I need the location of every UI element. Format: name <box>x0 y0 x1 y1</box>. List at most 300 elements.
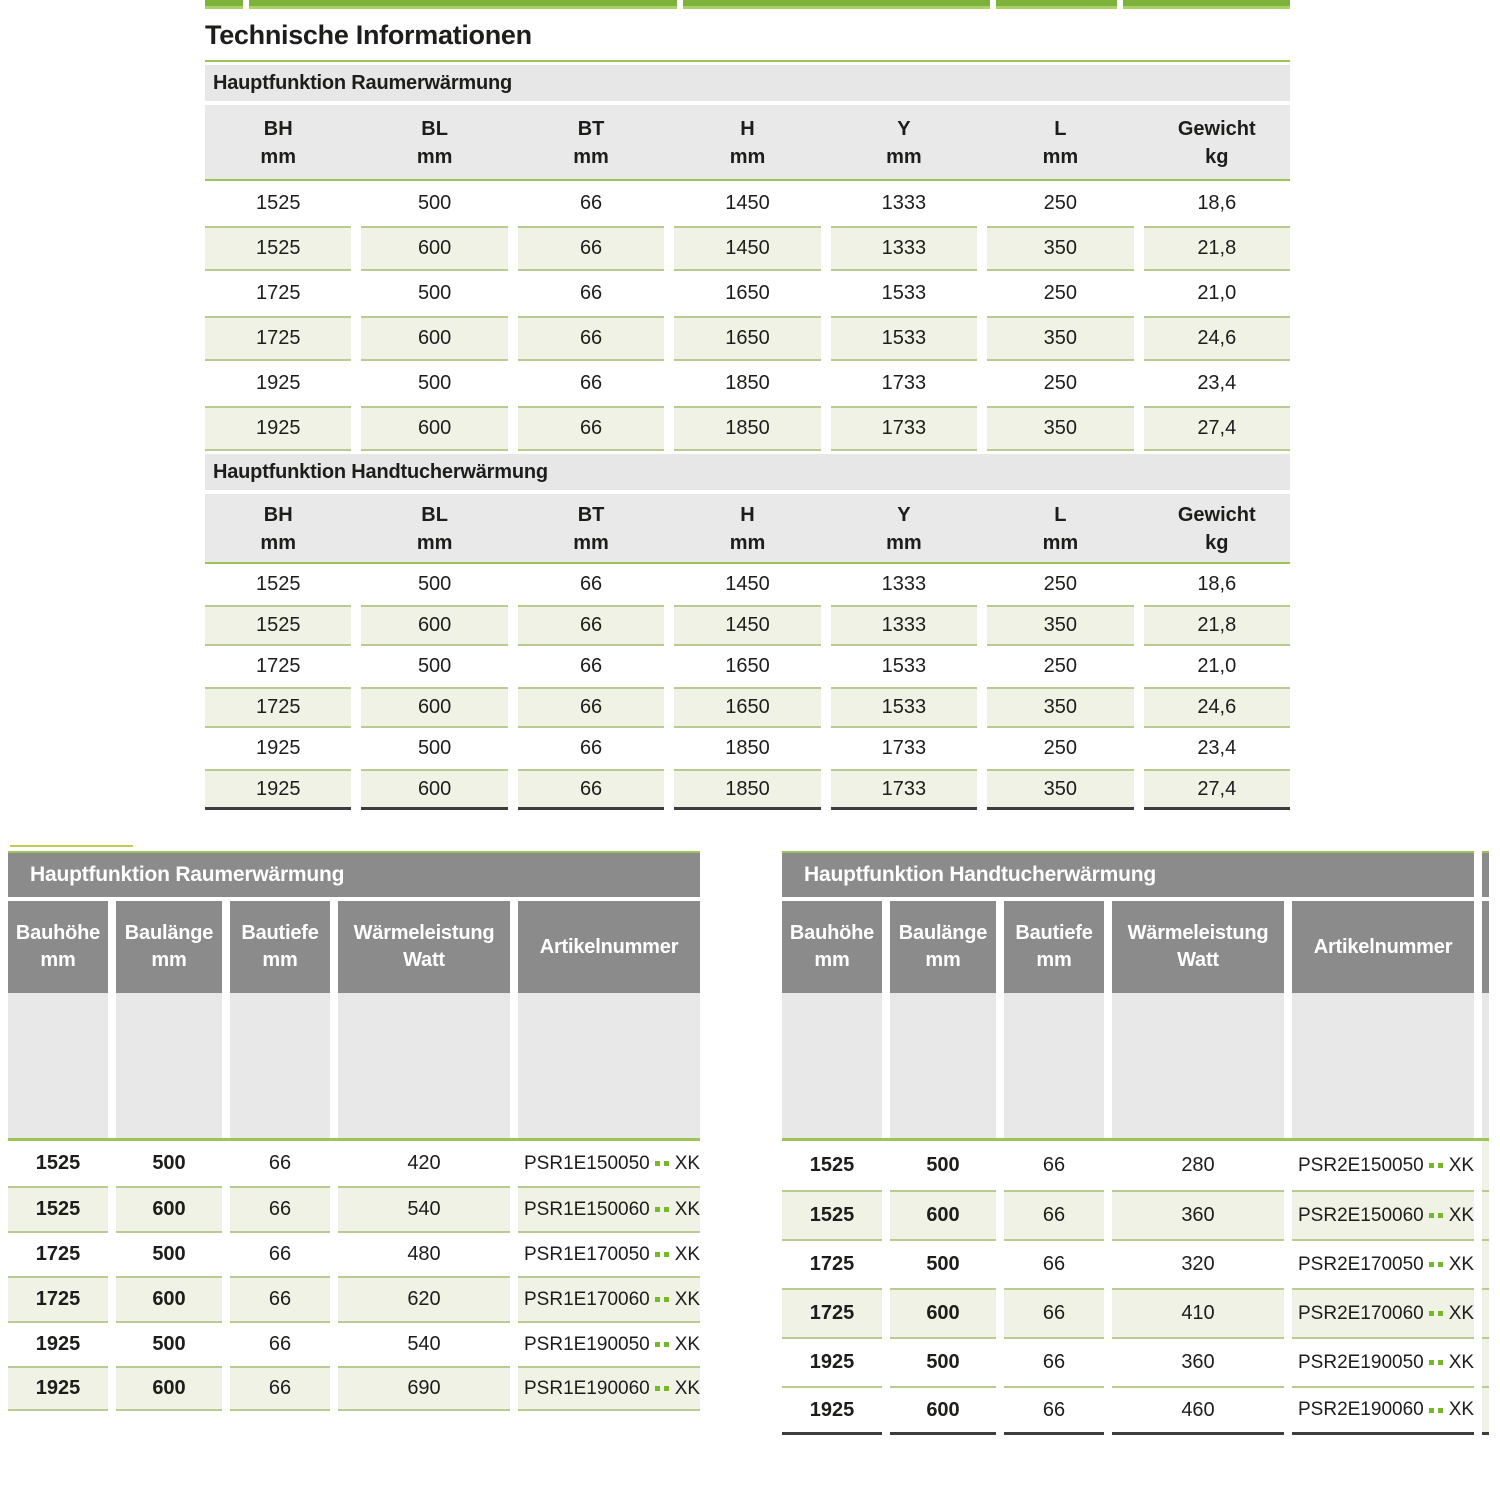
cell-bautiefe: 66 <box>230 1141 330 1186</box>
cropped-line-fragment <box>10 845 133 847</box>
column-header <box>987 501 1133 557</box>
table-cell: 250 <box>1043 192 1078 214</box>
table-cell: 250 <box>1043 737 1078 759</box>
spacer-cell <box>230 993 330 1138</box>
table-cell: 21,8 <box>1144 226 1290 271</box>
green-bar-gap <box>677 0 683 9</box>
column-header <box>674 115 820 171</box>
table-cell: 66 <box>579 573 603 595</box>
article-number: PSR2E190060 <box>1298 1399 1424 1420</box>
cell-waermeleistung: 540 <box>338 1321 510 1366</box>
column-label: H <box>740 118 755 140</box>
cell-artikelnummer <box>518 1186 700 1231</box>
table-cell: 1525 <box>255 573 301 595</box>
table-cell: 1450 <box>674 226 820 271</box>
column-label: BH <box>263 118 293 140</box>
column-header <box>205 115 351 171</box>
cell-bautiefe: 66 <box>1004 1288 1104 1337</box>
table-cell: 600 <box>361 226 507 271</box>
cell-waermeleistung: 460 <box>1112 1386 1284 1435</box>
column-label: Artikelnummer <box>539 935 679 958</box>
table-cell: 1925 <box>255 372 301 394</box>
column-header <box>782 901 882 993</box>
table-cell: 1650 <box>674 316 820 361</box>
green-dot <box>655 1161 660 1166</box>
column-label: Wärmeleistung <box>1127 922 1269 944</box>
table-row <box>8 1231 700 1276</box>
spacer-cell <box>116 993 222 1138</box>
spacer-cell <box>1482 993 1489 1138</box>
article-suffix: XK <box>1448 1351 1475 1373</box>
column-unit: mm <box>260 146 296 168</box>
table-row <box>205 271 1290 316</box>
article-number: PSR2E170060 <box>1298 1302 1424 1324</box>
column-unit: mm <box>1042 146 1079 168</box>
table-cell: 66 <box>579 192 603 214</box>
cell-bauhoehe: 1925 <box>8 1366 108 1411</box>
cell-bauhoehe: 1725 <box>782 1239 882 1288</box>
green-dot <box>664 1342 669 1347</box>
table-cell: 1650 <box>674 687 820 728</box>
article-suffix: XK <box>1448 1154 1475 1176</box>
article-number: PSR1E170060 <box>524 1288 650 1310</box>
column-header <box>674 501 820 557</box>
column-header <box>1144 115 1290 171</box>
table-cell: 23,4 <box>1197 737 1237 759</box>
column-header <box>831 115 977 171</box>
article-suffix: XK <box>1448 1399 1475 1420</box>
spacer-cell <box>8 993 108 1138</box>
spacer-cell <box>782 993 882 1138</box>
order-table-raumerwaermung <box>8 851 700 1411</box>
table-row <box>205 728 1290 769</box>
column-label: Baulänge <box>124 922 214 944</box>
table-row <box>205 769 1290 810</box>
column-label: Bauhöhe <box>789 922 875 944</box>
cell-waermeleistung: 360 <box>1112 1337 1284 1386</box>
table-cell: 1733 <box>831 406 977 451</box>
article-number: PSR1E190060 <box>524 1377 650 1399</box>
green-dot <box>1429 1262 1434 1267</box>
cell-baulaenge: 600 <box>116 1186 222 1231</box>
column-header <box>116 901 222 993</box>
table-cell: 66 <box>579 655 603 677</box>
cell-artikelnummer <box>1292 1337 1474 1386</box>
table-cell: 1525 <box>255 192 301 214</box>
green-dot <box>664 1161 669 1166</box>
table-cell: 600 <box>361 406 507 451</box>
green-dot <box>1429 1360 1434 1365</box>
column-label: Wärmeleistung <box>353 922 495 944</box>
green-dot <box>1438 1311 1443 1316</box>
cell-bauhoehe: 1725 <box>782 1288 882 1337</box>
cell-bautiefe: 66 <box>230 1321 330 1366</box>
column-unit: mm <box>40 949 76 971</box>
cell-waermeleistung: 690 <box>338 1366 510 1411</box>
table-cell: 66 <box>518 226 664 271</box>
cell-bautiefe: 66 <box>1004 1141 1104 1190</box>
table-cell: 1650 <box>725 282 770 304</box>
table-title-row <box>782 851 1489 897</box>
cell-artikelnummer <box>518 1366 700 1411</box>
column-unit: mm <box>814 949 850 971</box>
table-row <box>205 406 1290 451</box>
cell-baulaenge: 500 <box>116 1321 222 1366</box>
column-header <box>361 501 507 557</box>
column-label: Artikelnummer <box>1313 935 1453 958</box>
order-table-handtucherwaermung <box>782 851 1489 1435</box>
clipped-column-sliver <box>1482 1141 1489 1190</box>
column-label: Y <box>897 118 911 140</box>
cell-bautiefe: 66 <box>230 1231 330 1276</box>
table-cell: 27,4 <box>1144 769 1290 810</box>
column-header <box>518 115 664 171</box>
table-cell: 350 <box>987 316 1133 361</box>
table-cell: 27,4 <box>1144 406 1290 451</box>
table-cell: 1333 <box>881 573 927 595</box>
table-cell: 66 <box>579 372 603 394</box>
top-green-bar <box>205 0 1290 9</box>
technical-info-section <box>205 0 1290 810</box>
column-header <box>205 501 351 557</box>
table-cell: 23,4 <box>1197 372 1237 394</box>
cell-artikelnummer <box>518 1321 700 1366</box>
table-cell: 1333 <box>831 226 977 271</box>
column-header <box>1144 501 1290 557</box>
column-label: Bauhöhe <box>15 922 101 944</box>
column-label: L <box>1054 504 1067 526</box>
column-header <box>987 115 1133 171</box>
cell-baulaenge: 600 <box>116 1276 222 1321</box>
column-unit: mm <box>416 146 453 168</box>
green-dot <box>655 1207 660 1212</box>
column-header <box>338 901 510 993</box>
table-cell: 1650 <box>725 655 770 677</box>
cell-bauhoehe: 1525 <box>8 1141 108 1186</box>
table-cell: 1850 <box>725 372 770 394</box>
table-row <box>782 1141 1489 1190</box>
table-cell: 350 <box>987 226 1133 271</box>
cell-bautiefe: 66 <box>1004 1337 1104 1386</box>
green-bar-gap <box>1117 0 1123 9</box>
table-cell: 1333 <box>881 192 927 214</box>
column-label: Baulänge <box>898 922 988 944</box>
column-label: Gewicht <box>1177 504 1256 526</box>
table-cell: 1525 <box>205 605 351 646</box>
column-label: BT <box>577 504 605 526</box>
table-cell: 250 <box>1043 573 1078 595</box>
table-cell: 1450 <box>725 573 770 595</box>
clipped-column-sliver <box>1482 1337 1489 1386</box>
column-header-grid <box>205 115 1290 171</box>
column-header <box>1004 901 1104 993</box>
spacer-cell <box>518 993 700 1138</box>
column-label: Gewicht <box>1177 118 1256 140</box>
green-dot <box>1438 1360 1443 1365</box>
cell-baulaenge: 600 <box>890 1190 996 1239</box>
cell-waermeleistung: 280 <box>1112 1141 1284 1190</box>
article-number: PSR1E190050 <box>524 1333 650 1355</box>
green-dot <box>1438 1408 1443 1413</box>
dimension-tables <box>205 65 1290 810</box>
article-suffix: XK <box>674 1333 701 1355</box>
table-row <box>205 564 1290 605</box>
table-cell: 18,6 <box>1197 192 1237 214</box>
cell-bautiefe: 66 <box>230 1366 330 1411</box>
clipped-column-sliver <box>1482 1386 1489 1435</box>
table-cell: 66 <box>518 605 664 646</box>
article-suffix: XK <box>674 1243 701 1265</box>
column-label: Bautiefe <box>1015 922 1093 944</box>
table-row <box>8 1186 700 1231</box>
table-row <box>782 1190 1489 1239</box>
column-unit: mm <box>573 532 609 554</box>
table-row <box>205 646 1290 687</box>
spacer-cell <box>890 993 996 1138</box>
page-title: Technische Informationen <box>205 20 532 50</box>
cell-bauhoehe: 1925 <box>782 1337 882 1386</box>
table-cell: 1925 <box>205 406 351 451</box>
cell-artikelnummer <box>1292 1190 1474 1239</box>
cell-bauhoehe: 1525 <box>8 1186 108 1231</box>
image-spacer-row <box>8 993 700 1138</box>
cell-waermeleistung: 620 <box>338 1276 510 1321</box>
table-row <box>782 1239 1489 1288</box>
green-dot <box>664 1252 669 1257</box>
column-header <box>890 901 996 993</box>
table-cell: 1450 <box>725 192 770 214</box>
column-header <box>831 501 977 557</box>
column-header <box>518 501 664 557</box>
column-header-band <box>205 105 1290 181</box>
table-row <box>205 226 1290 271</box>
table-cell: 1725 <box>255 655 301 677</box>
green-bar-gap <box>990 0 996 9</box>
table-cell: 1733 <box>831 769 977 810</box>
column-header-row <box>782 901 1489 993</box>
column-header <box>1112 901 1284 993</box>
table-cell: 1450 <box>674 605 820 646</box>
table-cell: 1333 <box>831 605 977 646</box>
column-label: Y <box>897 504 911 526</box>
column-unit: mm <box>729 146 766 168</box>
article-number: PSR2E190050 <box>1298 1351 1424 1373</box>
table-cell: 24,6 <box>1144 687 1290 728</box>
table-row <box>205 605 1290 646</box>
column-label: BL <box>421 118 448 140</box>
column-unit: Watt <box>1177 949 1219 971</box>
table-cell: 66 <box>518 406 664 451</box>
table-cell: 600 <box>361 769 507 810</box>
column-header <box>8 901 108 993</box>
green-dot <box>1438 1262 1443 1267</box>
clipped-column-sliver <box>1482 1288 1489 1337</box>
table-cell: 350 <box>987 687 1133 728</box>
column-unit: mm <box>729 532 766 554</box>
article-number: PSR2E150050 <box>1298 1154 1424 1176</box>
clipped-column-sliver <box>1482 851 1489 897</box>
table-cell: 1733 <box>881 372 927 394</box>
column-unit: mm <box>416 532 453 554</box>
column-unit: mm <box>886 532 922 554</box>
green-dot <box>664 1207 669 1212</box>
cell-baulaenge: 600 <box>116 1366 222 1411</box>
table-cell: 1533 <box>881 282 927 304</box>
green-dot <box>664 1386 669 1391</box>
title-underline <box>205 60 1290 62</box>
cell-bauhoehe: 1525 <box>782 1190 882 1239</box>
table-cell: 250 <box>1043 372 1078 394</box>
table-cell: 21,0 <box>1197 282 1237 304</box>
table-cell: 66 <box>518 316 664 361</box>
green-dot <box>1429 1311 1434 1316</box>
cell-artikelnummer <box>1292 1386 1474 1435</box>
column-unit: mm <box>262 949 298 971</box>
table-cell: 18,6 <box>1197 573 1237 595</box>
table-cell: 350 <box>987 605 1133 646</box>
column-unit: mm <box>925 949 961 971</box>
table-cell: 1850 <box>725 737 770 759</box>
cell-artikelnummer <box>518 1276 700 1321</box>
table-cell: 1533 <box>881 655 927 677</box>
section-header: Hauptfunktion Raumerwärmung <box>8 851 700 897</box>
cell-waermeleistung: 540 <box>338 1186 510 1231</box>
green-dot <box>1429 1408 1434 1413</box>
cell-baulaenge: 500 <box>116 1141 222 1186</box>
green-dot <box>655 1297 660 1302</box>
cell-baulaenge: 500 <box>116 1231 222 1276</box>
cell-baulaenge: 600 <box>890 1288 996 1337</box>
table-row <box>782 1386 1489 1435</box>
cell-artikelnummer <box>518 1141 700 1186</box>
green-dot <box>1438 1213 1443 1218</box>
cell-bautiefe: 66 <box>1004 1190 1104 1239</box>
clipped-column-sliver <box>1482 1190 1489 1239</box>
column-header-row <box>8 901 700 993</box>
column-header-band <box>205 494 1290 564</box>
cell-bautiefe: 66 <box>230 1186 330 1231</box>
table-row <box>8 1366 700 1411</box>
table-cell: 250 <box>1043 655 1078 677</box>
column-unit: kg <box>1205 532 1229 554</box>
spacer-cell <box>1292 993 1474 1138</box>
table-cell: 1725 <box>205 687 351 728</box>
green-bar-gap <box>243 0 249 9</box>
spacer-cell <box>1112 993 1284 1138</box>
table-cell: 350 <box>987 769 1133 810</box>
table-cell: 21,0 <box>1197 655 1237 677</box>
column-unit: mm <box>260 532 296 554</box>
table-cell: 600 <box>361 605 507 646</box>
article-number: PSR1E150060 <box>524 1198 650 1220</box>
table-row <box>782 1288 1489 1337</box>
article-suffix: XK <box>1448 1302 1475 1324</box>
table-cell: 500 <box>417 573 452 595</box>
table-cell: 500 <box>417 192 452 214</box>
cell-waermeleistung: 410 <box>1112 1288 1284 1337</box>
cell-bautiefe: 66 <box>1004 1386 1104 1435</box>
table-cell: 1533 <box>831 316 977 361</box>
table-cell: 1925 <box>205 769 351 810</box>
table-cell: 1725 <box>255 282 301 304</box>
cell-bautiefe: 66 <box>230 1276 330 1321</box>
table-cell: 24,6 <box>1144 316 1290 361</box>
cell-bauhoehe: 1725 <box>8 1276 108 1321</box>
section-header: Hauptfunktion Handtucherwärmung <box>782 851 1474 897</box>
table-cell: 350 <box>987 406 1133 451</box>
article-suffix: XK <box>674 1152 701 1174</box>
cell-baulaenge: 600 <box>890 1386 996 1435</box>
cell-baulaenge: 500 <box>890 1141 996 1190</box>
column-unit: mm <box>1042 532 1079 554</box>
table-cell: 500 <box>417 372 452 394</box>
cell-waermeleistung: 480 <box>338 1231 510 1276</box>
table-cell: 1725 <box>205 316 351 361</box>
table-cell: 1525 <box>205 226 351 271</box>
green-dot <box>655 1342 660 1347</box>
column-header <box>1292 901 1474 993</box>
table-row <box>782 1337 1489 1386</box>
table-cell: 600 <box>361 687 507 728</box>
column-header <box>518 901 700 993</box>
column-label: Bautiefe <box>241 922 319 944</box>
table-cell: 66 <box>579 282 603 304</box>
green-dot <box>1429 1213 1434 1218</box>
cell-baulaenge: 500 <box>890 1337 996 1386</box>
column-header <box>230 901 330 993</box>
spacer-cell <box>338 993 510 1138</box>
cell-waermeleistung: 320 <box>1112 1239 1284 1288</box>
cell-bauhoehe: 1725 <box>8 1231 108 1276</box>
clipped-column-sliver <box>1482 901 1489 993</box>
article-suffix: XK <box>674 1288 701 1310</box>
article-number: PSR1E170050 <box>524 1243 650 1265</box>
cell-bauhoehe: 1925 <box>8 1321 108 1366</box>
table-cell: 600 <box>361 316 507 361</box>
table-row <box>205 687 1290 728</box>
table-row <box>8 1321 700 1366</box>
table-cell: 500 <box>417 737 452 759</box>
cell-artikelnummer <box>1292 1239 1474 1288</box>
green-dot <box>1429 1163 1434 1168</box>
table-row <box>205 181 1290 226</box>
cell-baulaenge: 500 <box>890 1239 996 1288</box>
article-suffix: XK <box>1448 1253 1475 1275</box>
column-label: L <box>1054 118 1067 140</box>
cell-bauhoehe: 1925 <box>782 1386 882 1435</box>
article-suffix: XK <box>674 1198 701 1220</box>
table-cell: 1533 <box>831 687 977 728</box>
table-row <box>8 1276 700 1321</box>
article-suffix: XK <box>674 1377 701 1399</box>
table-cell: 250 <box>1043 282 1078 304</box>
table-cell: 1850 <box>674 769 820 810</box>
cell-bauhoehe: 1525 <box>782 1141 882 1190</box>
green-dot <box>664 1297 669 1302</box>
column-label: BL <box>421 504 448 526</box>
green-dot <box>1438 1163 1443 1168</box>
column-header <box>361 115 507 171</box>
column-unit: mm <box>886 146 922 168</box>
table-cell: 66 <box>518 769 664 810</box>
section-header: Hauptfunktion Raumerwärmung <box>205 65 1290 101</box>
column-label: H <box>740 504 755 526</box>
cell-bautiefe: 66 <box>1004 1239 1104 1288</box>
table-cell: 1925 <box>255 737 301 759</box>
clipped-column-sliver <box>1482 1239 1489 1288</box>
table-cell: 1733 <box>881 737 927 759</box>
column-unit: Watt <box>403 949 445 971</box>
